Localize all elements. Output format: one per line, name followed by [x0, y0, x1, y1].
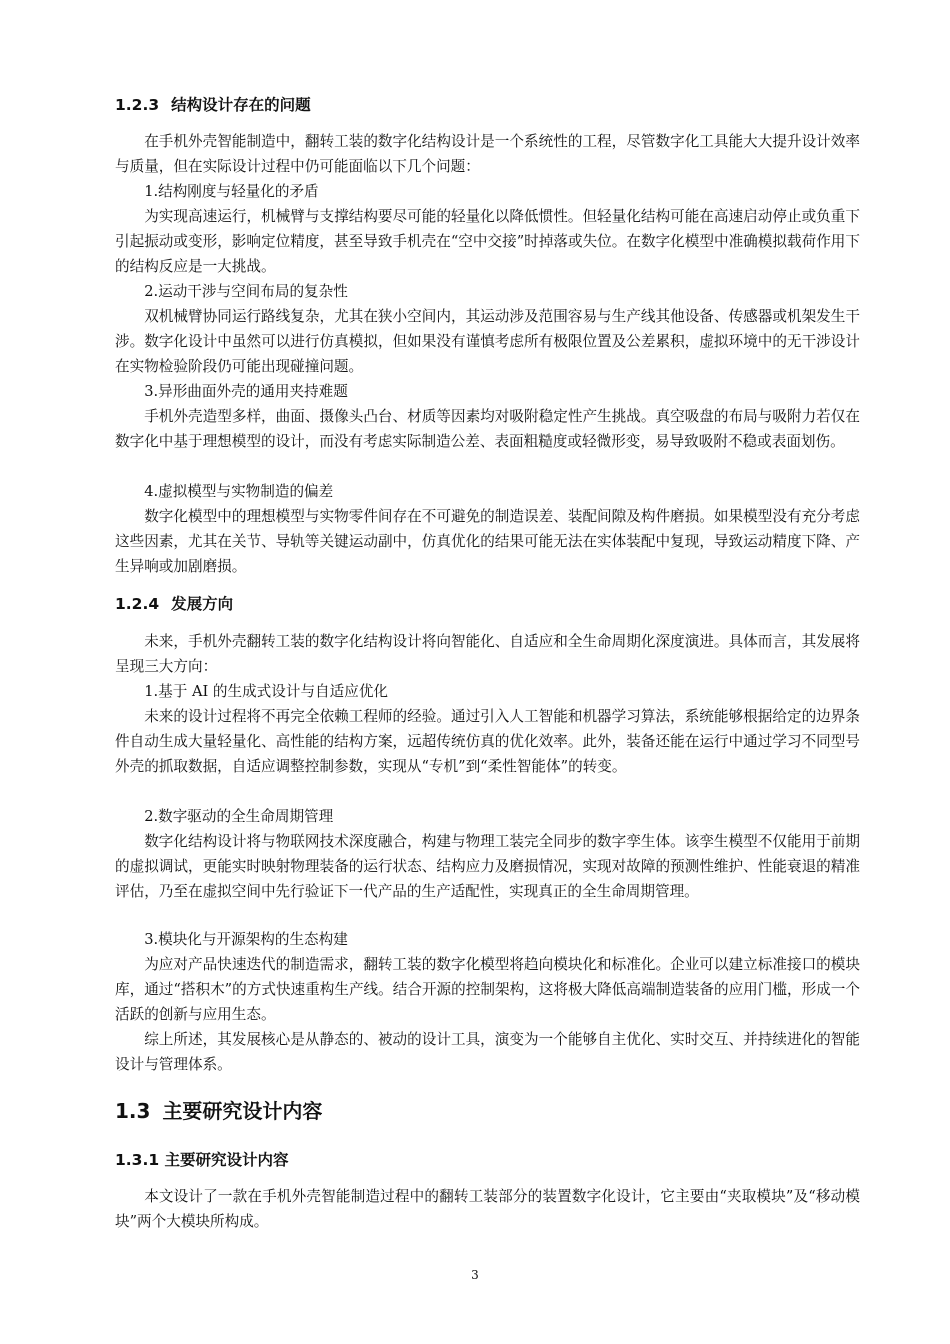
paragraph-conclusion: 综上所述，其发展核心是从静态的、被动的设计工具，演变为一个能够自主优化、实时交互、并持续进化的智能设计与管理体系。 [115, 1031, 860, 1073]
paragraph: 未来的设计过程将不再完全依赖工程师的经验。通过引入人工智能和机器学习算法，系统能够根据给定的边界条件自动生成大量轻量化、高性能的结构方案，远超传统仿真的优化效率。此外，装备还能在运行中通过学习不同型号外壳的抓取数据，自适应调整控制参数，实现从“专机”到“柔性智能体”的转变。 [115, 708, 860, 775]
page-number: 3 [471, 1268, 479, 1282]
paragraph: 为应对产品快速迭代的制造需求，翻转工装的数字化模型将趋向模块化和标准化。企业可以建立标准接口的模块库，通过“搭积木”的方式快速重构生产线。结合开源的控制架构，这将极大降低高端制造装备的应用门槛，形成一个活跃的创新与应用生态。 [115, 956, 860, 1023]
list-item-title: 1.结构刚度与轻量化的矛盾 [144, 183, 319, 200]
list-item-title: 4.虚拟模型与实物制造的偏差 [144, 483, 334, 500]
list-item-title: 3.异形曲面外壳的通用夹持难题 [144, 383, 348, 400]
list-item-title: 3.模块化与开源架构的生态构建 [144, 931, 348, 948]
section-title: 主要研究设计内容 [162, 1099, 323, 1123]
paragraph: 双机械臂协同运行路线复杂，尤其在狭小空间内，其运动涉及范围容易与生产线其他设备、传感器或机架发生干涉。数字化设计中虽然可以进行仿真模拟，但如果没有谨慎考虑所有极限位置及公差累积，虚拟环境中的无干涉设计在实物检验阶段仍可能出现碰撞问题。 [115, 308, 860, 375]
paragraph: 为实现高速运行，机械臂与支撑结构要尽可能的轻量化以降低惯性。但轻量化结构可能在高速启动停止或负重下引起振动或变形，影响定位精度，甚至导致手机壳在“空中交接”时掉落或失位。在数字化模型中准确模拟载荷作用下的结构反应是一大挑战。 [115, 208, 860, 275]
section-heading-1-3 [115, 1098, 322, 1124]
section-heading-1-2-4 [115, 594, 233, 614]
paragraph-intro-1-2-4: 未来，手机外壳翻转工装的数字化结构设计将向智能化、自适应和全生命周期化深度演进。具体而言，其发展将呈现三大方向： [115, 633, 860, 675]
section-heading-1-3-1: 1.3.1 主要研究设计内容 [115, 1151, 289, 1169]
list-item-title: 2.运动干涉与空间布局的复杂性 [144, 283, 348, 300]
paragraph-intro-1-2-3: 在手机外壳智能制造中，翻转工装的数字化结构设计是一个系统性的工程，尽管数字化工具能大大提升设计效率与质量，但在实际设计过程中仍可能面临以下几个问题： [115, 133, 860, 175]
section-title: 结构设计存在的问题 [171, 96, 311, 114]
section-title: 发展方向 [171, 595, 234, 613]
paragraph: 数字化结构设计将与物联网技术深度融合，构建与物理工装完全同步的数字孪生体。该孪生模型不仅能用于前期的虚拟调试，更能实时映射物理装备的运行状态、结构应力及磨损情况，实现对故障的预测性维护、性能衰退的精准评估，乃至在虚拟空间中先行验证下一代产品的生产适配性，实现真正的全生命周期管理。 [115, 833, 860, 900]
list-item-title: 1.基于 AI 的生成式设计与自适应优化 [144, 683, 389, 700]
list-item-title: 2.数字驱动的全生命周期管理 [144, 808, 334, 825]
paragraph: 手机外壳造型多样，曲面、摄像头凸台、材质等因素均对吸附稳定性产生挑战。真空吸盘的布局与吸附力若仅在数字化中基于理想模型的设计，而没有考虑实际制造公差、表面粗糙度或轻微形变，易导致吸附不稳或表面划伤。 [115, 408, 860, 450]
section-number: 1.2.3 [115, 96, 160, 114]
section-heading-1-2-3 [115, 95, 311, 115]
section-number: 1.2.4 [115, 595, 160, 613]
paragraph: 数字化模型中的理想模型与实物零件间存在不可避免的制造误差、装配间隙及构件磨损。如果模型没有充分考虑这些因素，尤其在关节、导轨等关键运动副中，仿真优化的结果可能无法在实体装配中复现，导致运动精度下降、产生异响或加剧磨损。 [115, 508, 860, 575]
paragraph-1-3-1: 本文设计了一款在手机外壳智能制造过程中的翻转工装部分的装置数字化设计，它主要由“夹取模块”及“移动模块”两个大模块所构成。 [115, 1188, 860, 1230]
section-number: 1.3 [115, 1099, 151, 1123]
